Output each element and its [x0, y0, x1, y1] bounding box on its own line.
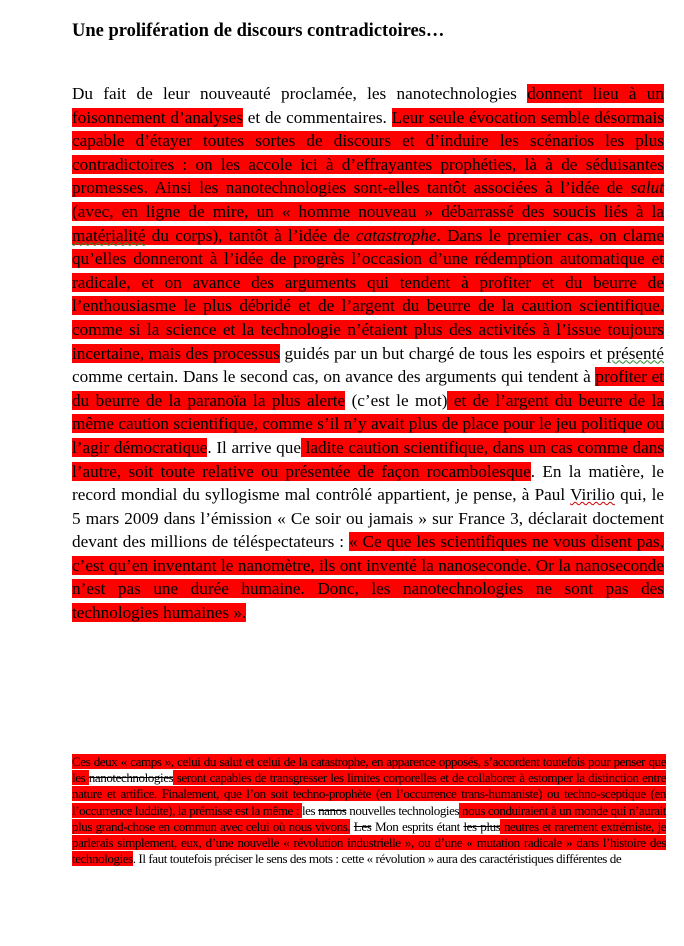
text-run: Mon esprits étant [371, 818, 464, 834]
highlighted-text: Ces deux « camps », celui du salut et celui de la catastrophe, en apparence opposés, s’accordent toutefois pour penser que les [72, 754, 666, 786]
highlighted-text: Finalement, que l’on soit techno-prophète (en l’occurrence trans-humaniste) ou techno-sceptique (en l’occurrence luddite), la prémisse est la même : [72, 786, 666, 818]
highlighted-text: donnent lieu à un foisonnement d’analyses [72, 84, 664, 127]
text-run: . Il faut toutefois préciser le sens des mots : cette « révolution » aura des caractéristiques différentes de [132, 851, 622, 867]
struck-text: nanotechnologies [88, 770, 174, 786]
struck-text: Les [353, 818, 372, 834]
highlighted-text: matérialité [72, 225, 146, 245]
highlighted-text: neutres [500, 818, 539, 834]
highlighted-italic-text: salut [630, 178, 664, 198]
highlighted-text: du corps), tantôt à l’idée de [145, 225, 356, 245]
highlighted-text: Dans le premier cas, on clame qu’elles donneront à l’idée de progrès l’occasion d’une rédemption automatique et radicale, et on avance des arguments qui tendent à profiter et du beurre de l’enthousiasme le plus débridé et de l’argent du beurre de la caution scientifique, comme si la science et la technologie n’étaient plus des activités à l’issue toujours incertaine, mais des processus [72, 225, 664, 363]
highlighted-text: (avec, en ligne de mire, un « homme nouveau » débarrassé des soucis liés à la [72, 201, 664, 221]
highlighted-text: Ainsi les nanotechnologies sont-elles tantôt associées à l’idée de [147, 178, 631, 198]
text-run: et de commentaires. [242, 107, 392, 127]
text-run: nouvelles technologies [346, 802, 460, 818]
text-run: les [301, 802, 319, 818]
text-run: . En la matière, le record mondial du syllogisme mal contrôlé appartient, je pense, à Paul [72, 461, 664, 505]
section-heading: Une prolifération de discours contradictoires… [72, 21, 445, 41]
highlighted-text: et de l’argent du beurre de la même caution scientifique, comme s’il n’y avait plus de place pour le jeu politique ou l’agir démocratique [72, 390, 664, 457]
text-run: (c’est le mot) [345, 390, 448, 410]
text-run: guidés par un but chargé de tous les espoirs et [279, 343, 607, 363]
highlighted-text: seront capables de transgresser les limites corporelles et de collaborer à estomper la distinction entre nature et artifice. [72, 770, 666, 802]
text-run: présenté [606, 343, 665, 363]
highlighted-text: . [436, 225, 441, 245]
highlighted-text: Leur seule évocation semble désormais capable d’étayer toutes sortes de discours et d’induire les scénarios les plus contradictoires : on les accole ici à d’effrayantes prophéties, là à de séduisantes promesses. [72, 107, 664, 198]
main-paragraph [72, 82, 664, 625]
highlighted-text: simplement, eux, d’une nouvelle « révolution industrielle », ou d’une « mutation radicale » dans l’histoire des technologies [72, 835, 666, 867]
text-run: Du fait de leur nouveauté proclamée, les nanotechnologies [72, 84, 528, 103]
text-run: comme certain. Dans le second cas, on avance des arguments qui tendent à [72, 367, 596, 387]
highlighted-text: profiter et du beurre de la paranoïa la plus alerte [72, 367, 664, 410]
text-run: . Il arrive que [207, 437, 301, 457]
text-run: Virilio [570, 485, 615, 505]
highlighted-italic-text: catastrophe [355, 225, 437, 245]
highlighted-text: et rarement extrémiste, je parlerais [72, 818, 666, 851]
second-paragraph [72, 754, 666, 867]
struck-text: nanos [318, 802, 347, 818]
highlighted-text: nous conduiraient à un monde qui n’aurait plus grand-chose en commun avec celui où nous vivons. [72, 802, 666, 834]
struck-text: les plus [463, 818, 501, 834]
text-run: qui, le 5 mars 2009 dans l’émission « Ce soir ou jamais » sur France 3, déclarait doctement devant des millions de téléspectateurs : [72, 485, 664, 552]
highlighted-quote: « Ce que les scientifiques ne vous disent pas, c’est qu’en inventant le nanomètre, ils ont inventé la nanoseconde. Or la nanoseconde n’est pas une durée humaine. Donc, les nanotechnologies ne sont pas des technologies humaines ». [72, 532, 664, 623]
highlighted-text: ladite caution scientifique, dans un cas comme dans l’autre, soit toute relative ou présentée de façon rocambolesque [72, 437, 664, 481]
